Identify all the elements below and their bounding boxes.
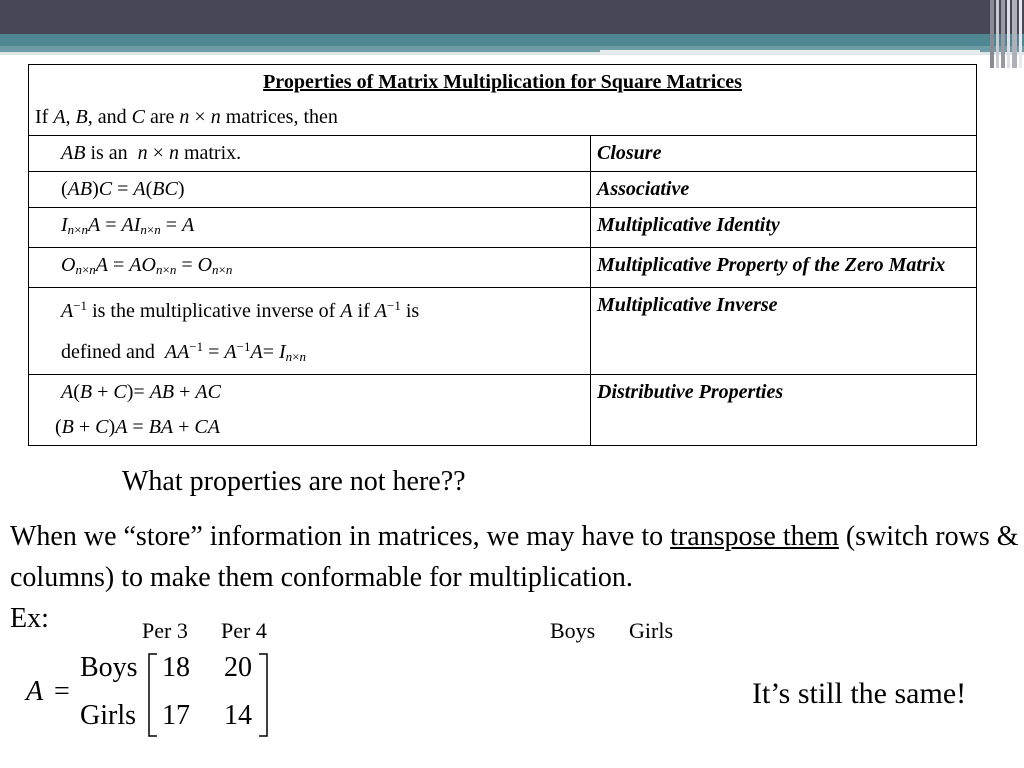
matrix-equals: = [54,676,70,707]
distributive-statement: A(B + C)= AB + AC (B + C)A = BA + CA [29,375,591,446]
associative-statement: (AB)C = A(BC) [29,172,591,208]
transpose-emphasis: transpose them [670,521,839,552]
transpose-header-boys: Boys [550,618,596,643]
property-name: Multiplicative Inverse [591,288,977,375]
property-name: Multiplicative Property of the Zero Matrix [591,248,977,288]
identity-statement: $I_{n\times n}A = AI_{n\times n} = A$ [29,208,591,248]
closure-statement: AB is an n × n matrix. [29,136,591,172]
property-name: Closure [591,136,977,172]
matrix-cell: 14 [224,700,252,731]
property-name: Distributive Properties [591,375,977,446]
table-title-cell [29,65,977,136]
header-band-dark [0,0,1024,34]
example-label: Ex: [10,603,49,634]
col-header-per4: Per 4 [221,618,267,643]
matrix-cell: 20 [224,652,252,683]
row-label-girls: Girls [80,700,136,731]
matrix-left-bracket [145,652,159,738]
table-row [29,172,977,208]
matrix-cell: 17 [162,700,190,731]
table-intro: If A, B, and C are n × n matrices, then [35,106,338,128]
transpose-paragraph: When we “store” information in matrices, we may have to transpose them (switch rows & columns) to make them conformable for multiplication. Ex: [10,521,1019,634]
matrix-name: A [26,676,44,707]
table-row [29,375,977,446]
row-label-boys: Boys [80,652,138,683]
property-name: Multiplicative Identity [591,208,977,248]
table-header-row [29,65,977,136]
table-row [29,248,977,288]
matrix-right-bracket [257,652,271,738]
table-row [29,136,977,172]
table-title: Properties of Matrix Multiplication for Square Matrices [263,71,742,93]
header-band-highlight [600,50,980,54]
property-name: Associative [591,172,977,208]
still-same-note: It’s still the same! [752,677,967,710]
zero-statement: $O_{n\times n}A = AO_{n\times n} = O_{n\times n}$ [29,248,591,288]
header-vertical-stripes [990,0,1024,68]
col-header-per3: Per 3 [142,618,188,643]
transpose-header-girls: Girls [629,618,673,643]
table-row [29,288,977,375]
table-row [29,208,977,248]
header-band-teal [0,34,1024,46]
matrix-properties-table [28,64,977,446]
matrix-cell: 18 [162,652,190,683]
question-text: What properties are not here?? [122,466,466,497]
inverse-statement: $A^{-1}$ is the multiplicative inverse of A if $A^{-1}$ is defined and $AA^{-1} = A^{-1}A= I_{n\times n}$ [29,288,591,375]
